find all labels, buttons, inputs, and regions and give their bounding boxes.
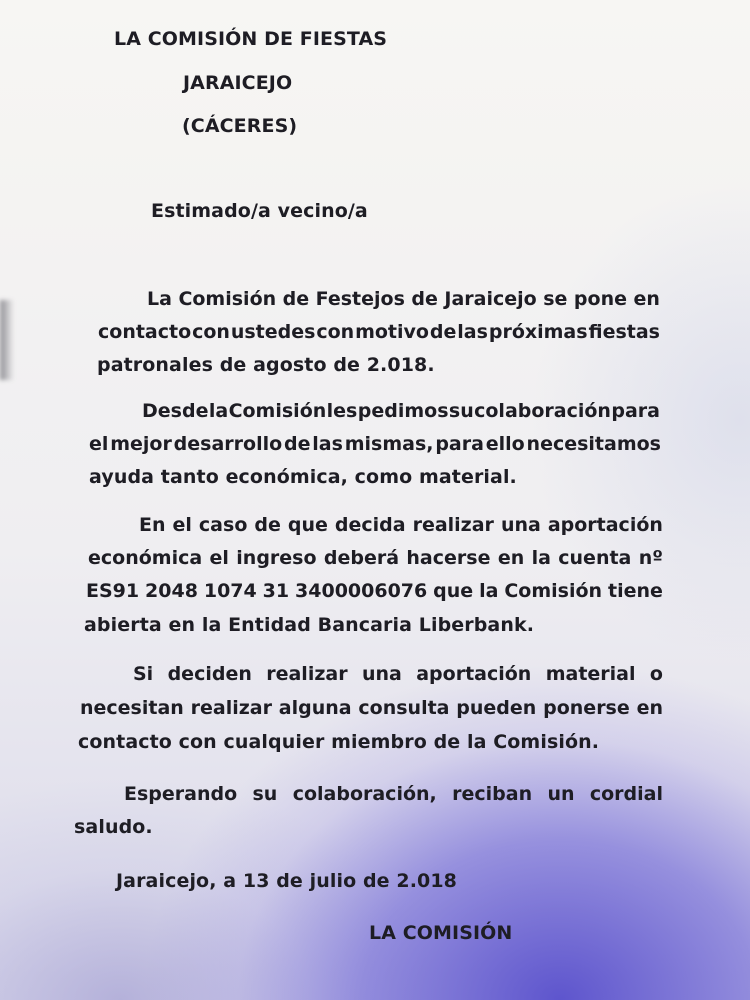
p3-line-1 [139, 514, 663, 536]
word: próximas [488, 321, 588, 343]
word: hacerse [406, 547, 491, 569]
word: motivo [355, 321, 429, 343]
word: contacto [98, 321, 192, 343]
word: de [283, 433, 311, 455]
word: las [457, 321, 488, 343]
word: en [633, 288, 660, 310]
word: colaboración [474, 400, 611, 422]
word: deciden [167, 663, 252, 685]
p4-line-3: contacto con cualquier miembro de la Comisión. [78, 731, 600, 753]
word: pedimos [357, 400, 449, 422]
page-edge-shadow [0, 300, 14, 380]
word: desarrollo [173, 433, 283, 455]
word: pone [573, 288, 627, 310]
word: su [252, 783, 278, 805]
word: colaboración, [292, 783, 437, 805]
word: las [312, 433, 343, 455]
word: para [435, 433, 484, 455]
word: pueden [456, 697, 537, 719]
signature: LA COMISIÓN [369, 922, 513, 944]
word: de [254, 514, 281, 536]
header-line-3: (CÁCERES) [182, 115, 298, 137]
word: ustedes [230, 321, 316, 343]
word: de [429, 321, 457, 343]
word: ES91 [86, 580, 140, 602]
word: mismas, [344, 433, 434, 455]
p4-line-2 [80, 697, 663, 719]
word: económica [88, 547, 203, 569]
word: realizar [412, 514, 494, 536]
word: en [636, 697, 663, 719]
word: En [139, 514, 166, 536]
word: aportación [547, 514, 663, 536]
p4-line-1 [133, 663, 663, 685]
p1-line-3: patronales de agosto de 2.018. [97, 354, 435, 376]
word: La [147, 288, 172, 310]
word: cuenta [558, 547, 632, 569]
p3-line-3 [86, 580, 663, 602]
word: realizar [266, 663, 348, 685]
word: Si [133, 663, 154, 685]
word: material [545, 663, 636, 685]
word: aportación [416, 663, 532, 685]
word: el [209, 547, 229, 569]
word: alguna [278, 697, 352, 719]
word: consulta [358, 697, 450, 719]
word: con [192, 321, 230, 343]
word: les [326, 400, 358, 422]
word: un [547, 783, 575, 805]
word: de [411, 288, 438, 310]
p3-line-4: abierta en la Entidad Bancaria Liberbank. [84, 614, 535, 636]
word: mejor [110, 433, 172, 455]
word: se [543, 288, 568, 310]
word: Comisión [228, 400, 327, 422]
p3-line-2 [88, 547, 663, 569]
word: que [433, 580, 474, 602]
word: 31 [262, 580, 290, 602]
greeting: Estimado/a vecino/a [151, 200, 368, 222]
word: necesitan [80, 697, 184, 719]
word: ello [485, 433, 525, 455]
word: necesitamos [526, 433, 661, 455]
word: la [208, 400, 229, 422]
word: reciban [452, 783, 533, 805]
word: decida [334, 514, 406, 536]
word: tiene [608, 580, 663, 602]
word: la [531, 547, 551, 569]
word: deberá [323, 547, 400, 569]
word: ingreso [236, 547, 317, 569]
word: cordial [589, 783, 663, 805]
p1-line-1 [147, 288, 660, 310]
header-line-2: JARAICEJO [183, 72, 293, 94]
word: Festejos [315, 288, 405, 310]
word: fiestas [588, 321, 660, 343]
word: Desde [142, 400, 209, 422]
word: el [172, 514, 192, 536]
p2-line-3: ayuda tanto económica, como material. [89, 466, 517, 488]
word: una [500, 514, 541, 536]
place-date: Jaraicejo, a 13 de julio de 2.018 [116, 870, 457, 892]
word: ponerse [543, 697, 630, 719]
word: Esperando [124, 783, 238, 805]
word: Comisión [178, 288, 277, 310]
word: para [611, 400, 660, 422]
p2-line-1 [142, 400, 660, 422]
word: nº [638, 547, 663, 569]
p1-line-2 [98, 321, 660, 343]
word: de [282, 288, 310, 310]
header-line-1: LA COMISIÓN DE FIESTAS [114, 28, 388, 50]
word: realizar [190, 697, 272, 719]
word: el [89, 433, 109, 455]
word: que [287, 514, 328, 536]
word: en [497, 547, 525, 569]
word: la [479, 580, 499, 602]
word: su [448, 400, 474, 422]
word: 3400006076 [295, 580, 428, 602]
p5-line-1 [124, 783, 663, 805]
p5-line-2: saludo. [74, 816, 153, 838]
p2-line-2 [89, 433, 661, 455]
word: o [649, 663, 663, 685]
word: 1074 [203, 580, 257, 602]
word: Comisión [504, 580, 603, 602]
word: Jaraicejo [444, 288, 537, 310]
word: caso [198, 514, 248, 536]
word: 2048 [145, 580, 198, 602]
word: una [361, 663, 402, 685]
word: con [316, 321, 355, 343]
